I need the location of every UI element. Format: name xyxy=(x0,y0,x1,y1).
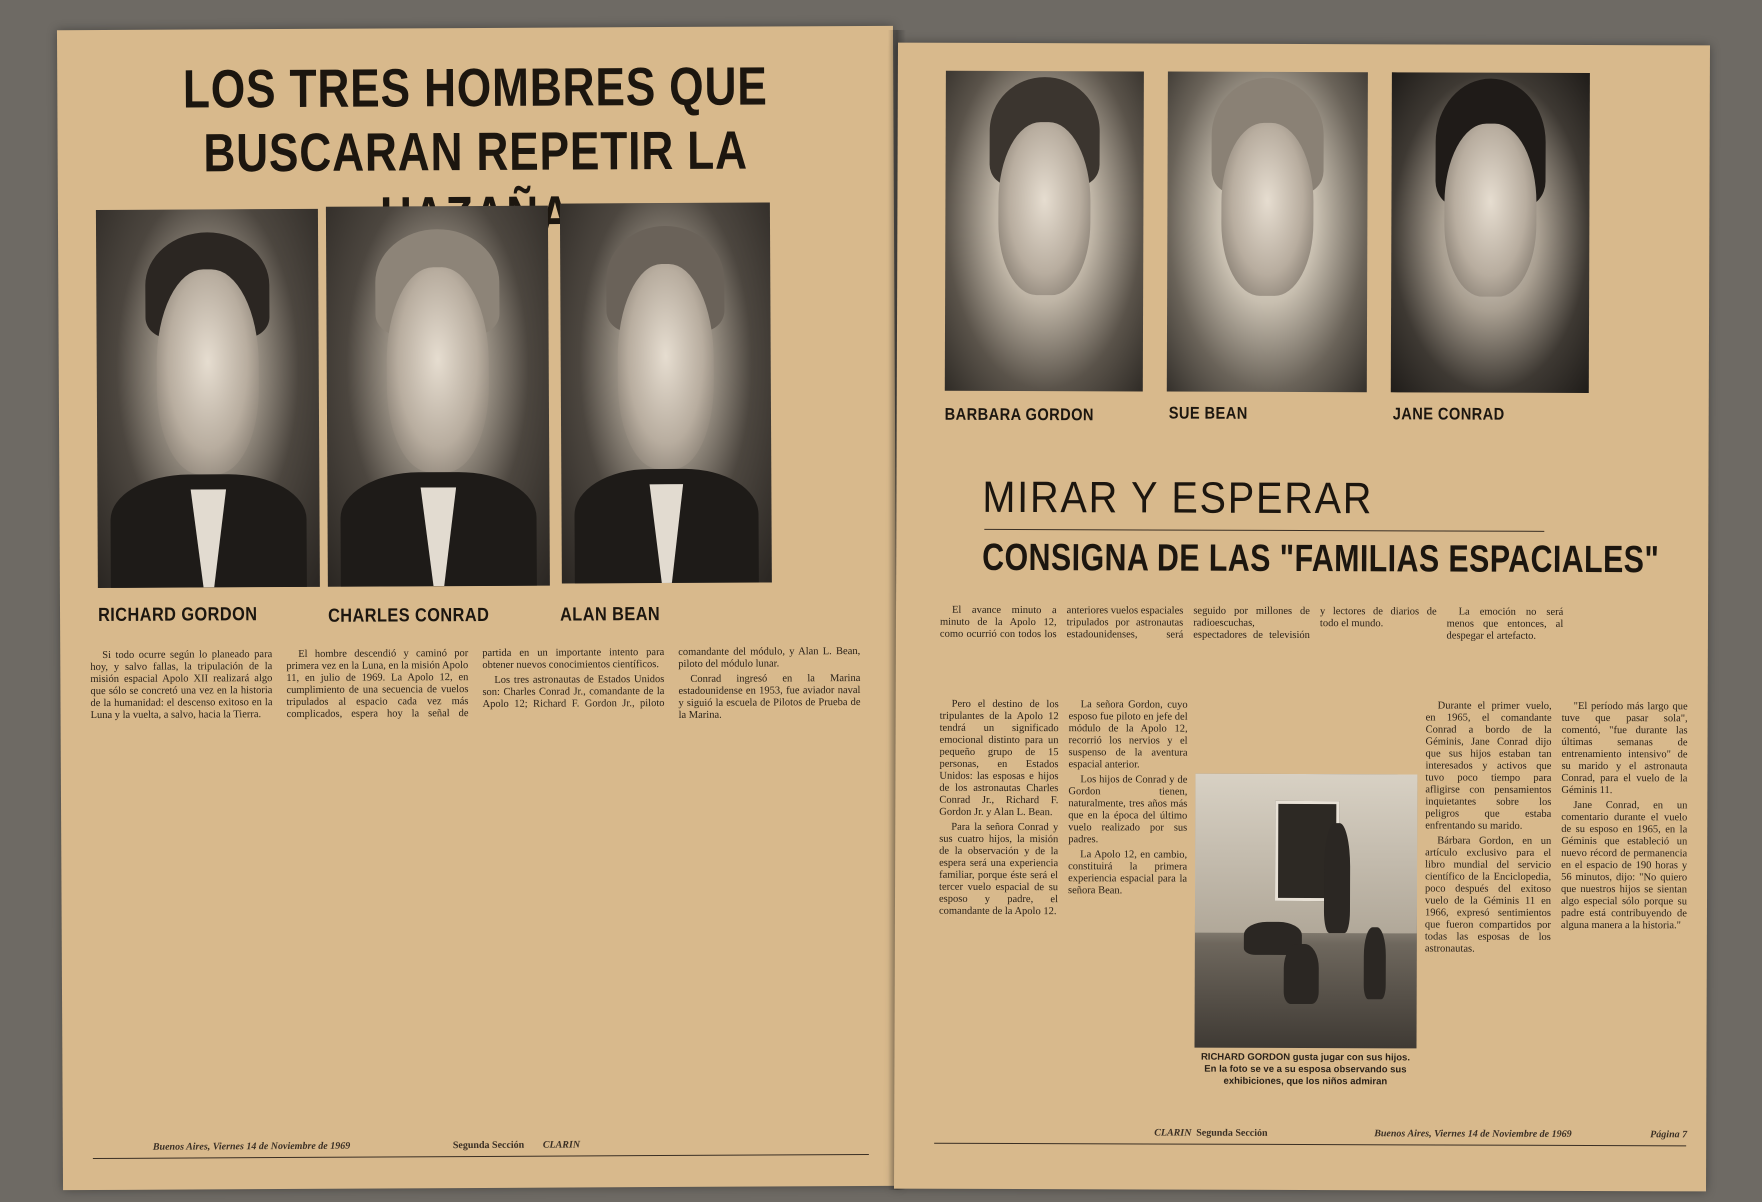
wife-caption-3: JANE CONRAD xyxy=(1392,404,1505,424)
right-paragraph: Bárbara Gordon, en un artículo exclusivo para el libro mundial del servicio científico de la Enciclopedia, poco después del exitoso vuelo de la Géminis 11 en 1966, expresó sentimientos que fueron compartidos por todas las esposas de los astronautas. xyxy=(1424,835,1552,955)
headline-line-2: BUSCARAN REPETIR LA xyxy=(203,120,749,184)
family-photo-caption: RICHARD GORDON gusta jugar con sus hijos. En la foto se ve a su esposa observando sus exhibiciones, que los niños admiran xyxy=(1200,1051,1410,1088)
astronaut-photo-richard-gordon xyxy=(96,209,320,588)
right-paragraph: Pero el destino de los tripulantes de la Apolo 12 tendrá un significado emocional distinto para un pequeño grupo de 15 personas, en Estados Unidos: las esposas e hijos de los astronautas Charles Conrad Jr., Richard F. Gordon Jr. y Alan L. Bean. xyxy=(939,698,1059,819)
figure xyxy=(1283,944,1319,1004)
wife-photo-jane-conrad xyxy=(1391,72,1590,393)
figure xyxy=(1324,823,1351,933)
right-footer-page-number: Página 7 xyxy=(1650,1129,1688,1141)
left-footer-date: Buenos Aires, Viernes 14 de Noviembre de 1969 xyxy=(152,1140,351,1153)
right-paragraph: El avance minuto a minuto de la Apolo 12, como ocurrió con todos los anteriores vuelos espaciales tripulados por astronautas estadounidenses, será seguido por millones de radioescuchas, espectadores de televisión y lectores de diarios de todo el mundo. xyxy=(939,604,1437,642)
right-paragraph: La Apolo 12, en cambio, constituirá la primera experiencia espacial para la señora Bean. xyxy=(1068,849,1188,897)
right-article-body-upper xyxy=(940,605,1690,700)
left-paragraph: Los tres astronautas de Estados Unidos son: Charles Conrad Jr., comandante de la Apolo 12; Richard F. Gordon Jr., piloto comandante del módulo, y Alan L. Bean, piloto del módulo lunar. xyxy=(482,645,861,710)
wife-photo-sue-bean xyxy=(1167,72,1368,393)
left-footer-rule xyxy=(93,1154,869,1159)
right-article-body-left xyxy=(938,699,1187,1120)
right-footer-rule xyxy=(934,1143,1686,1147)
wife-photo-barbara-gordon xyxy=(945,71,1144,392)
headline-line-1: LOS TRES HOMBRES QUE xyxy=(182,56,768,120)
right-paragraph: Los hijos de Conrad y de Gordon tienen, naturalmente, tres años más que en la época del último vuelo realizado por sus padres. xyxy=(1068,774,1188,846)
astronaut-photo-alan-bean xyxy=(560,202,772,583)
right-paragraph: "El período más largo que tuve que pasar sola", comentó, "fue durante las últimas semanas de entrenamiento intensivo" de su marido y el astronauta Conrad, para el vuelo de la Géminis 11. xyxy=(1561,700,1688,797)
astronaut-caption-1: RICHARD GORDON xyxy=(97,604,258,626)
left-article-body xyxy=(90,646,863,1145)
right-newspaper-page xyxy=(894,43,1710,1192)
astronaut-caption-2: CHARLES CONRAD xyxy=(327,604,490,627)
right-paragraph: La emoción no será menos que entonces, al despegar el artefacto. xyxy=(1446,606,1564,642)
right-article-body-right xyxy=(1424,700,1687,1121)
figure xyxy=(1363,928,1385,999)
kicker-rule xyxy=(984,529,1544,532)
left-footer-section: Segunda Sección xyxy=(452,1139,525,1152)
right-paragraph: Para la señora Conrad y sus cuatro hijos, la misión de la observación y de la espera será una experiencia familiar, porque éste será el tercer vuelo espacial de su esposo y padre, el comandante de la Apolo 12. xyxy=(938,821,1059,918)
right-headline: CONSIGNA DE LAS "FAMILIAS ESPACIALES" xyxy=(982,536,1660,582)
article-kicker: MIRAR Y ESPERAR xyxy=(982,472,1374,524)
left-paragraph: El hombre descendió y caminó por primera vez en la Luna, en la misión Apolo 11, en julio de 1969. La Apolo 12, en cumplimiento de una secuencia de vuelos tripulados al espacio cada vez más complicados, espera hoy la señal de partida en un importante intento para obtener nuevos conocimientos científicos. xyxy=(286,647,665,721)
astronaut-caption-3: ALAN BEAN xyxy=(559,604,661,626)
wife-caption-1: BARBARA GORDON xyxy=(944,404,1094,425)
left-newspaper-page xyxy=(57,26,899,1190)
left-footer-paper: CLARIN xyxy=(542,1139,581,1151)
right-footer-date: Buenos Aires, Viernes 14 de Noviembre de 1969 xyxy=(1374,1128,1572,1140)
astronaut-photo-charles-conrad xyxy=(326,206,550,587)
right-paragraph: Jane Conrad, en un comentario durante el vuelo de su esposo en 1965, en la Géminis que estableció un nuevo récord de permanencia en el espacio de 190 horas y 56 minutos, dijo: "No quiero que nuestros hijos se sientan algo especial sólo porque su padre está contribuyendo de alguna manera a la historia." xyxy=(1560,799,1688,932)
right-paragraph: La señora Gordon, cuyo esposo fue piloto en jefe del módulo de la Apolo 12, recorrió los nervios y el suspenso de la aventura espacial anterior. xyxy=(1068,699,1188,771)
left-paragraph: Conrad ingresó en la Marina estadounidense en 1953, fue aviador naval y siguió la escuela de Pilotos de Prueba de la Marina. xyxy=(678,672,861,721)
right-paragraph: Durante el primer vuelo, en 1965, el comandante Conrad a bordo de la Géminis, Jane Conrad dijo que sus hijos estaban tan interesados y activos que tuvo poco tiempo para afligirse con pensamientos inquietantes sobre los peligros que estaba enfrentando su marido. xyxy=(1425,700,1552,832)
right-footer-paper: CLARIN xyxy=(1154,1127,1192,1139)
left-paragraph: Si todo ocurre según lo planeado para hoy, y salvo fallas, la tripulación de la misión espacial Apolo XII realizará algo que sólo se concretó una vez en la historia de la humanidad: el descenso exitoso en la Luna y la vuelta, a salvo, hacia la Tierra. xyxy=(90,649,273,722)
wife-caption-2: SUE BEAN xyxy=(1168,403,1248,423)
family-photo xyxy=(1194,774,1417,1049)
right-footer-section: Segunda Sección xyxy=(1196,1127,1268,1139)
